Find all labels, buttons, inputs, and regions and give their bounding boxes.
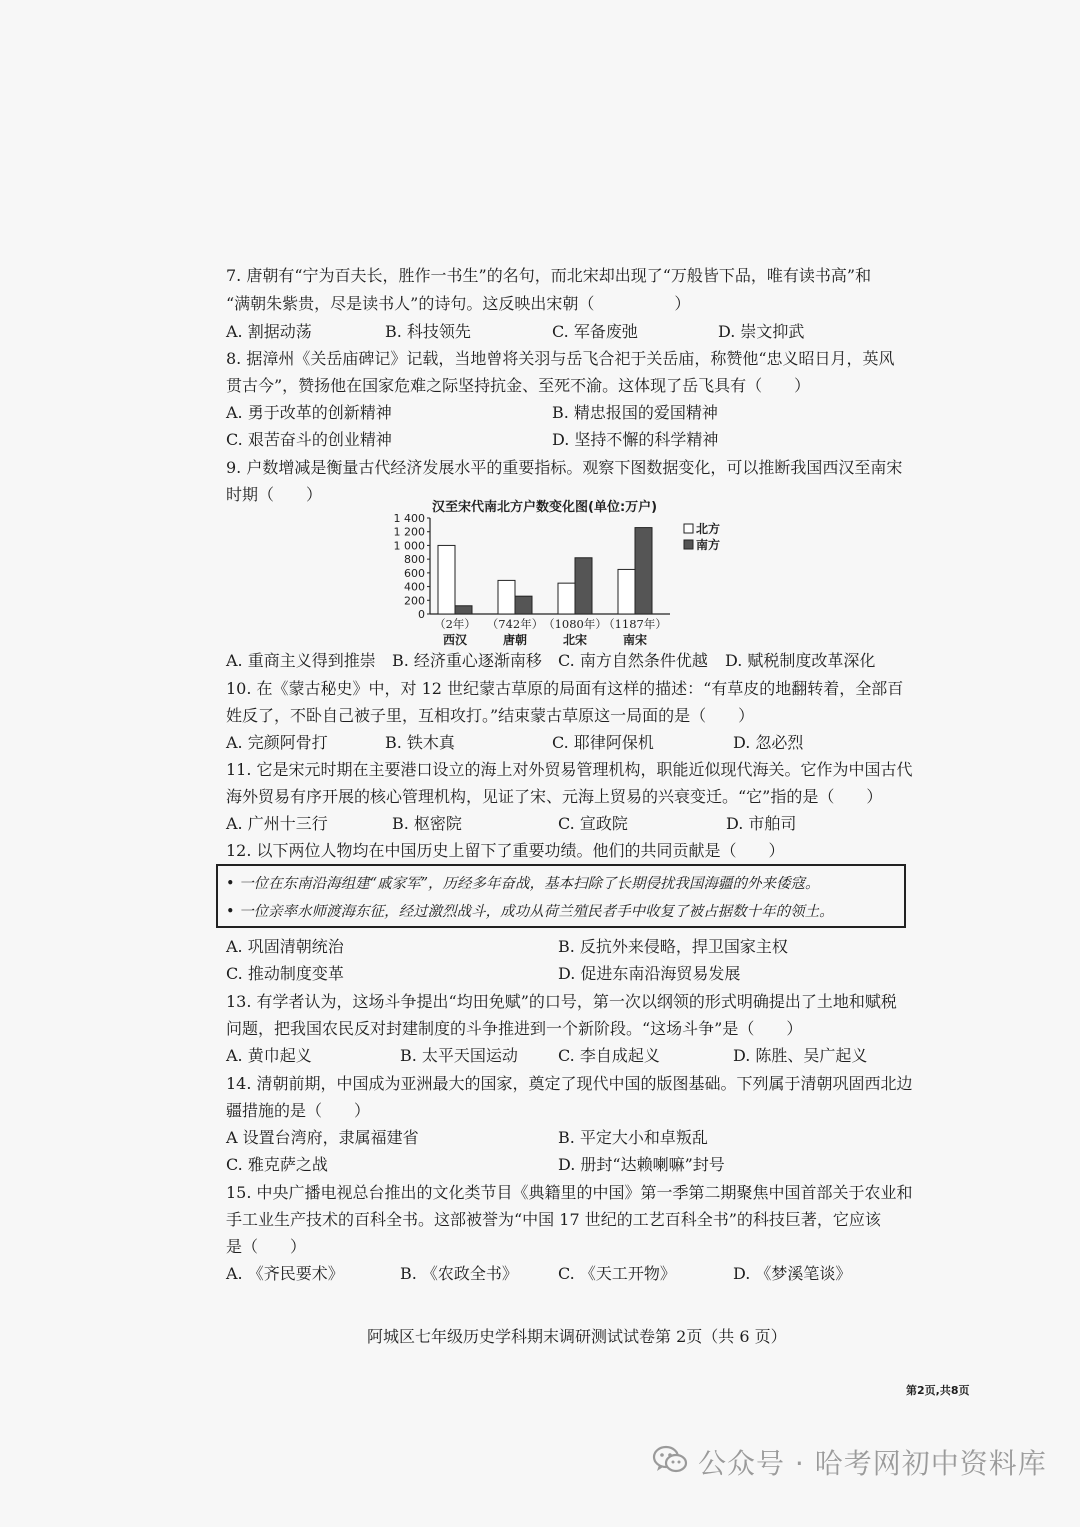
x-year-label: （2年） <box>434 617 476 631</box>
bar-north <box>558 583 575 614</box>
q9-option-d: D. 赋税制度改革深化 <box>725 651 876 670</box>
bar-south <box>575 558 592 614</box>
q10-option-b: B. 铁木真 <box>385 733 455 752</box>
x-year-label: （1080年） <box>543 617 607 631</box>
q14-option-a: A 设置台湾府，隶属福建省 <box>226 1128 419 1147</box>
x-category-label: 南宋 <box>622 633 648 647</box>
q7-option-b: B. 科技领先 <box>385 322 471 341</box>
chart-title: 汉至宋代南北方户数变化图(单位:万户) <box>432 500 658 515</box>
q13-stem-line2: 问题，把我国农民反对封建制度的斗争推进到一个新阶段。“这场斗争”是（ ） <box>226 1019 803 1038</box>
x-category-label: 唐朝 <box>502 633 528 647</box>
q15-option-c: C. 《天工开物》 <box>558 1264 676 1283</box>
legend-label: 南方 <box>696 538 721 552</box>
bar-south <box>635 528 652 614</box>
q8-option-a: A. 勇于改革的创新精神 <box>226 403 392 422</box>
chart-svg <box>380 494 740 654</box>
q14-option-d: D. 册封“达赖喇嘛”封号 <box>558 1155 725 1174</box>
q7-option-c: C. 军备废弛 <box>552 322 638 341</box>
q7-option-d: D. 崇文抑武 <box>718 322 805 341</box>
x-year-label: （1187年） <box>603 617 667 631</box>
x-category-label: 北宋 <box>562 633 588 647</box>
q11-option-d: D. 市舶司 <box>726 814 797 833</box>
q10-option-d: D. 忽必烈 <box>733 733 804 752</box>
q8-option-c: C. 艰苦奋斗的创业精神 <box>226 430 392 449</box>
household-bar-chart <box>380 494 740 654</box>
q12-option-d: D. 促进东南沿海贸易发展 <box>558 964 741 983</box>
q14-stem-line2: 疆措施的是（ ） <box>226 1101 371 1120</box>
q13-option-c: C. 李自成起义 <box>558 1046 660 1065</box>
q15-option-d: D. 《梦溪笔谈》 <box>733 1264 852 1283</box>
q14-stem-line1: 14. 清朝前期，中国成为亚洲最大的国家，奠定了现代中国的版图基础。下列属于清朝巩固西北边 <box>226 1074 913 1093</box>
q7-option-a: A. 割据动荡 <box>226 322 312 341</box>
q15-stem-line3: 是（ ） <box>226 1237 307 1256</box>
legend-label: 北方 <box>696 522 721 536</box>
y-tick-label: 1 000 <box>393 539 425 553</box>
q9-option-a: A. 重商主义得到推崇 <box>226 651 376 670</box>
q7-stem-line1: 7. 唐朝有“宁为百夫长，胜作一书生”的名句，而北宋却出现了“万般皆下品，唯有读书高”和 <box>226 266 872 285</box>
q12-option-a: A. 巩固清朝统治 <box>226 937 344 956</box>
q15-stem-line2: 手工业生产技术的百科全书。这部被誉为“中国 17 世纪的工艺百科全书”的科技巨著，它应该 <box>226 1210 881 1229</box>
x-category-label: 西汉 <box>442 633 468 647</box>
y-tick-label: 1 400 <box>393 512 425 525</box>
bar-north <box>498 580 515 614</box>
q10-stem-line1: 10. 在《蒙古秘史》中，对 12 世纪蒙古草原的局面有这样的描述：“有草皮的地翻转着，全部百 <box>226 679 904 698</box>
q8-stem-line2: 贯古今”，赞扬他在国家危难之际坚持抗金、至死不渝。这体现了岳飞具有（ ） <box>226 376 811 395</box>
q11-option-c: C. 宣政院 <box>558 814 628 833</box>
q11-stem-line2: 海外贸易有序开展的核心管理机构，见证了宋、元海上贸易的兴衰变迁。“它”指的是（ ） <box>226 787 883 806</box>
q15-option-b: B. 《农政全书》 <box>400 1264 518 1283</box>
q8-stem-line1: 8. 据漳州《关岳庙碑记》记载，当地曾将关羽与岳飞合祀于关岳庙，称赞他“忠义昭日月，英风 <box>226 349 895 368</box>
y-tick-label: 200 <box>404 594 425 608</box>
q14-option-b: B. 平定大小和卓叛乱 <box>558 1128 708 1147</box>
q15-option-a: A. 《齐民要术》 <box>226 1264 344 1283</box>
q7-stem-line2: “满朝朱紫贵，尽是读书人”的诗句。这反映出宋朝（ ） <box>226 294 691 313</box>
q12-option-c: C. 推动制度变革 <box>226 964 344 983</box>
q12-material-box <box>216 864 906 928</box>
q9-stem-line1: 9. 户数增减是衡量古代经济发展水平的重要指标。观察下图数据变化，可以推断我国西汉至南宋 <box>226 458 903 477</box>
q10-stem-line2: 姓反了，不卧自己被子里，互相攻打。”结束蒙古草原这一局面的是（ ） <box>226 706 755 725</box>
watermark <box>652 1440 1047 1484</box>
q11-stem-line1: 11. 它是宋元时期在主要港口设立的海上对外贸易管理机构，职能近似现代海关。它作为中国古代 <box>226 760 913 779</box>
x-year-label: （742年） <box>486 617 544 631</box>
bar-south <box>455 606 472 614</box>
watermark-text: 公众号 · 哈考网初中资料库 <box>698 1447 1047 1480</box>
bar-north <box>438 545 455 614</box>
q9-option-b: B. 经济重心逐渐南移 <box>392 651 542 670</box>
q13-option-a: A. 黄巾起义 <box>226 1046 312 1065</box>
y-tick-label: 0 <box>418 608 425 621</box>
q14-option-c: C. 雅克萨之战 <box>226 1155 328 1174</box>
q12-material-line1: • 一位在东南沿海组建“戚家军”，历经多年奋战，基本扫除了长期侵扰我国海疆的外来倭寇。 <box>226 876 820 892</box>
page-indicator: 第2页,共8页 <box>906 1384 970 1397</box>
q8-option-b: B. 精忠报国的爱国精神 <box>552 403 718 422</box>
bar-north <box>618 569 635 614</box>
q13-option-b: B. 太平天国运动 <box>400 1046 518 1065</box>
q11-option-a: A. 广州十三行 <box>226 814 328 833</box>
q9-stem-line2: 时期（ ） <box>226 485 323 504</box>
q12-stem-line1: 12. 以下两位人物均在中国历史上留下了重要功绩。他们的共同贡献是（ ） <box>226 841 785 860</box>
y-tick-label: 800 <box>404 553 425 567</box>
y-tick-label: 1 200 <box>393 525 425 539</box>
q13-option-d: D. 陈胜、吴广起义 <box>733 1046 868 1065</box>
q9-option-c: C. 南方自然条件优越 <box>558 651 708 670</box>
bar-south <box>515 596 532 614</box>
legend-swatch <box>684 540 693 549</box>
wechat-icon <box>652 1444 688 1480</box>
legend-swatch <box>684 524 693 533</box>
q8-option-d: D. 坚持不懈的科学精神 <box>552 430 719 449</box>
y-tick-label: 600 <box>404 566 425 580</box>
q11-option-b: B. 枢密院 <box>392 814 462 833</box>
q12-material-line2: • 一位亲率水师渡海东征，经过激烈战斗，成功从荷兰殖民者手中收复了被占据数十年的领土。 <box>226 904 834 920</box>
q10-option-a: A. 完颜阿骨打 <box>226 733 328 752</box>
q13-stem-line1: 13. 有学者认为，这场斗争提出“均田免赋”的口号，第一次以纲领的形式明确提出了土地和赋税 <box>226 992 897 1011</box>
exam-footer: 阿城区七年级历史学科期末调研测试试卷第 2页（共 6 页） <box>367 1327 787 1346</box>
y-tick-label: 400 <box>404 580 425 594</box>
q10-option-c: C. 耶律阿保机 <box>552 733 654 752</box>
q15-stem-line1: 15. 中央广播电视总台推出的文化类节目《典籍里的中国》第一季第二期聚焦中国首部关于农业和 <box>226 1183 913 1202</box>
q12-option-b: B. 反抗外来侵略，捍卫国家主权 <box>558 937 788 956</box>
